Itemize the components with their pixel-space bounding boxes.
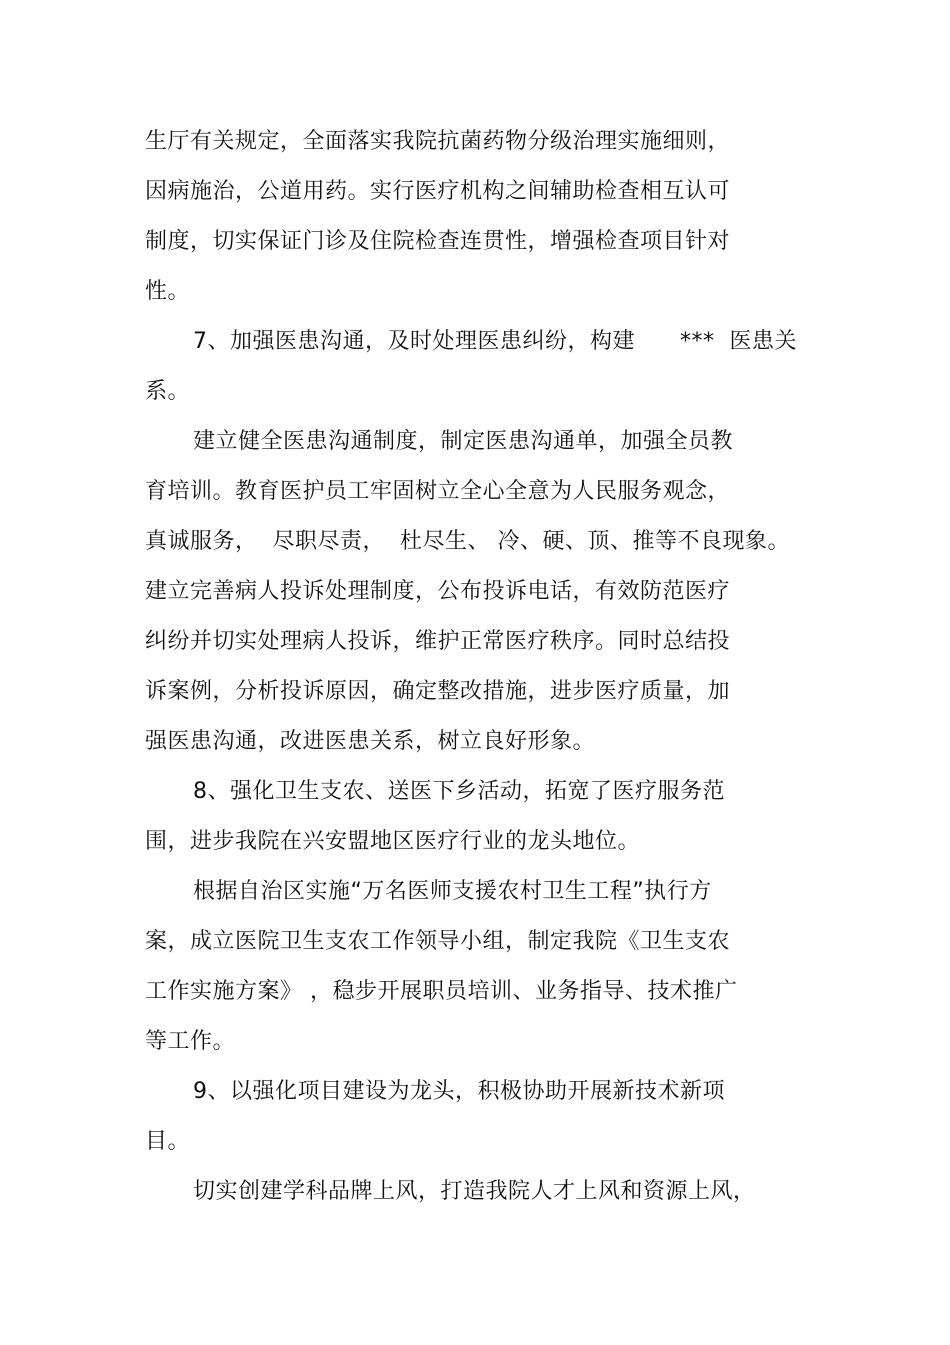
text-line: 建立完善病人投诉处理制度，公布投诉电话，有效防范医疗: [145, 579, 731, 604]
text-line: 等工作。: [145, 1029, 236, 1054]
section-heading-8: 8、强化卫生支农、送医下乡活动，拓宽了医疗服务范: [193, 779, 725, 804]
text-line: 建立健全医患沟通制度，制定医患沟通单，加强全员教: [193, 429, 734, 454]
text-line: 目。: [145, 1129, 191, 1154]
text-line: 纠纷并切实处理病人投诉，维护正常医疗秩序。同时总结投: [145, 629, 731, 654]
text-line: 根据自治区实施“万名医师支援农村卫生工程”执行方: [193, 879, 712, 904]
text-line: 切实创建学科品牌上风，打造我院人才上风和资源上风，: [193, 1179, 756, 1204]
text-line: 育培训。教育医护员工牢固树立全心全意为人民服务观念，: [145, 479, 731, 504]
text-line: 生厅有关规定，全面落实我院抗菌药物分级治理实施细则，: [145, 129, 731, 154]
text-line: 诉案例，分析投诉原因，确定整改措施，进步医疗质量，加: [145, 679, 731, 704]
text-line: 因病施治，公道用药。实行医疗机构之间辅助检查相互认可: [145, 179, 731, 204]
section-heading-9: 9、以强化项目建设为龙头，积极协助开展新技术新项: [193, 1079, 725, 1104]
text-line: 制度，切实保证门诊及住院检查连贯性，增强检查项目针对: [145, 229, 731, 254]
text-line: 工作实施方案》 ，稳步开展职员培训、业务指导、技术推广: [145, 979, 738, 1004]
text-line: 真诚服务， 尽职尽责， 杜尽生、 冷、硬、顶、推等不良现象。: [145, 529, 790, 554]
text-line: 性。: [145, 279, 191, 304]
text-line: 围，进步我院在兴安盟地区医疗行业的龙头地位。: [145, 829, 641, 854]
text-line: 案，成立医院卫生支农工作领导小组，制定我院《卫生支农: [145, 929, 731, 954]
text-line: 强医患沟通，改进医患关系，树立良好形象。: [145, 729, 596, 754]
section-heading-7: 7、加强医患沟通，及时处理医患纠纷，构建 *** 医患关: [193, 329, 797, 354]
text-line: 系。: [145, 379, 191, 404]
